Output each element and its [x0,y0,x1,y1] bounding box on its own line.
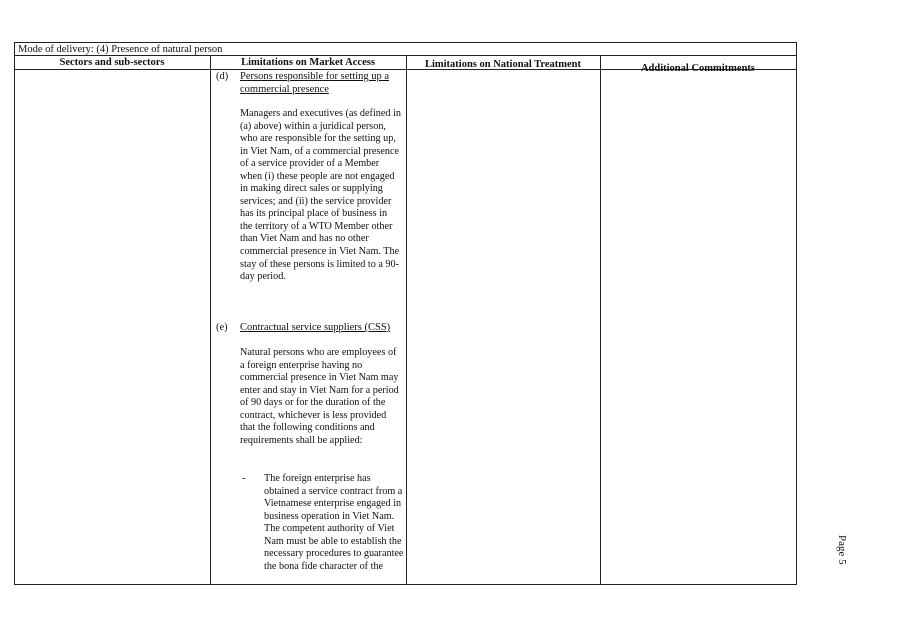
item-d-letter: (d) [216,71,229,82]
column-divider-1 [210,55,211,585]
header-market-access: Limitations on Market Access [241,57,375,68]
table-border-left [14,42,15,585]
column-divider-3 [600,55,601,585]
item-e-bullet-mark: - [242,473,246,484]
table-border-top [14,42,797,43]
item-e-bullet-text: The foreign enterprise has obtained a service contract from a Vietnamese enterprise engaged in business operation in Viet Nam. The competent authority of Viet Nam must be able to establish the necessary procedures to guarantee the bona fide character of the [264,473,404,572]
header-additional-commitments: Additional Commitments [640,63,756,74]
item-e-title: Contractual service suppliers (CSS) [240,322,391,333]
page-number: Page 5 [836,535,848,565]
header-sectors: Sectors and sub-sectors [59,57,165,68]
item-e-text: Natural persons who are employees of a foreign enterprise having no commercial presence in Viet Nam may enter and stay in Viet Nam for a period of 90 days or for the duration of the contract, whichever is less provided that the following conditions and requirements shall be applied: [240,347,399,446]
item-d-title: Persons responsible for setting up a commercial presence [240,71,390,95]
mode-of-delivery: Mode of delivery: (4) Presence of natural person [18,44,223,55]
item-e-letter: (e) [216,322,228,333]
item-d-text: Managers and executives (as defined in (a) above) within a juridical person, who are responsible for the setting up, in Viet Nam, of a commercial presence of a service provider of a Member when (i) these people are not engaged in making direct sales or supplying services; and (ii) the service provider has its principal place of business in the territory of a WTO Member other than Viet Nam and has no other commercial presence in Viet Nam. The stay of these persons is limited to a 90-day period. [240,108,401,283]
table-border-right [796,42,797,585]
header-national-treatment: Limitations on National Treatment [424,59,582,70]
column-divider-2 [406,55,407,585]
